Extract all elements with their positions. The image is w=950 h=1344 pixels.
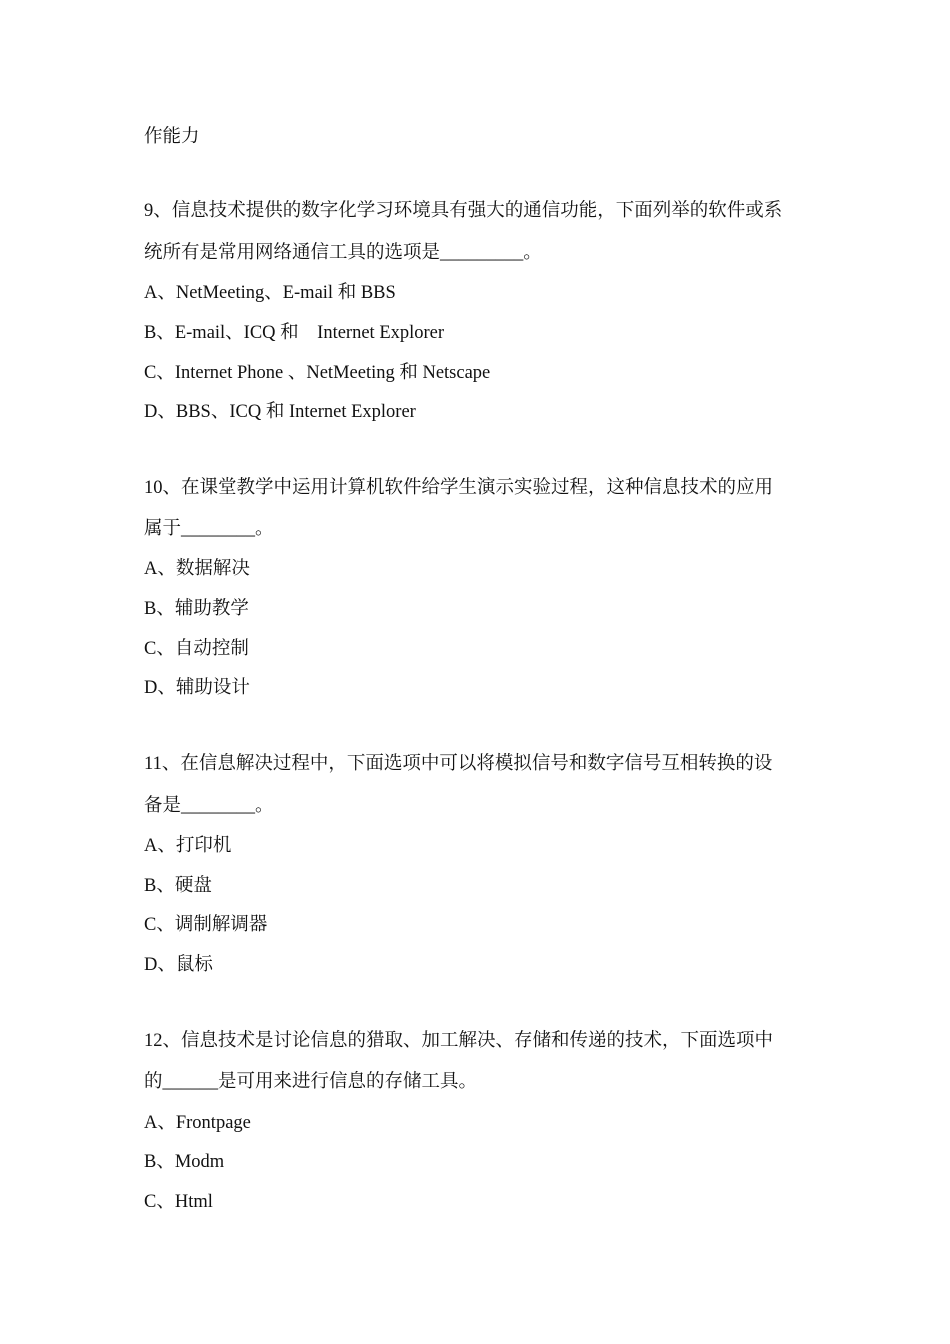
question-11-option-d: D、鼠标 bbox=[144, 955, 213, 975]
question-12-option-a: A、Frontpage bbox=[144, 1113, 251, 1133]
question-10-option-b: B、辅助教学 bbox=[144, 599, 249, 619]
question-12-option-c: C、Html bbox=[144, 1192, 213, 1212]
question-9-option-b: B、E-mail、ICQ 和 Internet Explorer bbox=[144, 323, 445, 343]
question-10-option-a: A、数据解决 bbox=[144, 559, 250, 579]
question-11-stem-line-2: 备是________。 bbox=[144, 796, 274, 816]
text-fragment: 作能力 bbox=[144, 127, 200, 147]
question-10-option-d: D、辅助设计 bbox=[144, 678, 250, 698]
question-9-stem-line-1: 9、信息技术提供的数字化学习环境具有强大的通信功能，下面列举的软件或系 bbox=[144, 201, 783, 221]
question-9-option-a: A、NetMeeting、E-mail 和 BBS bbox=[144, 283, 396, 303]
question-9-stem-line-2: 统所有是常用网络通信工具的选项是_________。 bbox=[144, 243, 542, 263]
question-11-option-c: C、调制解调器 bbox=[144, 915, 268, 935]
question-10-stem-line-1: 10、在课堂教学中运用计算机软件给学生演示实验过程，这种信息技术的应用 bbox=[144, 478, 774, 498]
question-11-option-b: B、硬盘 bbox=[144, 876, 212, 896]
question-10-stem-line-2: 属于________。 bbox=[144, 519, 274, 539]
question-9-option-c: C、Internet Phone 、NetMeeting 和 Netscape bbox=[144, 363, 491, 383]
question-9-option-d: D、BBS、ICQ 和 Internet Explorer bbox=[144, 402, 416, 422]
question-12-option-b: B、Modm bbox=[144, 1152, 225, 1172]
question-11-option-a: A、打印机 bbox=[144, 836, 232, 856]
question-10-option-c: C、自动控制 bbox=[144, 639, 249, 659]
question-12-stem-line-2: 的______是可用来进行信息的存储工具。 bbox=[144, 1072, 478, 1092]
question-12-stem-line-1: 12、信息技术是讨论信息的猎取、加工解决、存储和传递的技术，下面选项中 bbox=[144, 1031, 774, 1051]
question-11-stem-line-1: 11、在信息解决过程中，下面选项中可以将模拟信号和数字信号互相转换的设 bbox=[144, 754, 773, 774]
